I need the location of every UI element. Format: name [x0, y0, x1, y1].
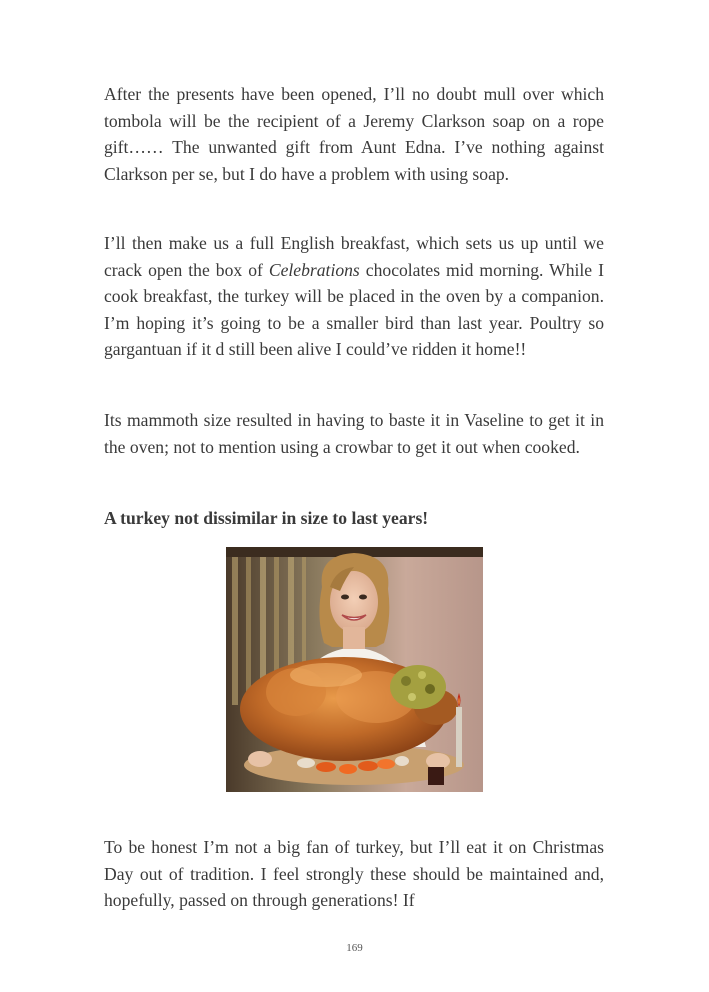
- turkey-photo: [226, 547, 483, 792]
- paragraph-presents: After the presents have been opened, I’ll no doubt mull over which tombola will be the recipient of a Jeremy Clarkson soap on a rope gift…… The unwanted gift from Aunt Edna. I’ve nothing against Clarkson per se, but I do have a problem with using soap.: [104, 84, 604, 184]
- celebrations-brand: Celebrations: [268, 259, 360, 280]
- paragraph-breakfast-end: chocolates mid morning. While I cook breakfast, the turkey will be placed in the oven by a companion. I’m hoping it’s going to be a smaller bird than last year. Poultry so gargantuan if it d still been alive I could’ve ridden it home!!: [104, 259, 604, 359]
- paragraph-breakfast-start: I’ll then make us a full English breakfast, which sets us up until we crack open the box of: [104, 233, 604, 280]
- paragraph-breakfast: [104, 230, 604, 363]
- page-number: 169: [346, 942, 363, 954]
- paragraph-tradition: To be honest I’m not a big fan of turkey, but I’ll eat it on Christmas Day out of tradition. I feel strongly these should be maintained and, hopefully, passed on through generations! If: [104, 837, 604, 910]
- turkey-heading: A turkey not dissimilar in size to last years!: [104, 508, 429, 528]
- paragraph-vaseline: Its mammoth size resulted in having to baste it in Vaseline to get it in the oven; not to mention using a crowbar to get it out when cooked.: [104, 410, 604, 457]
